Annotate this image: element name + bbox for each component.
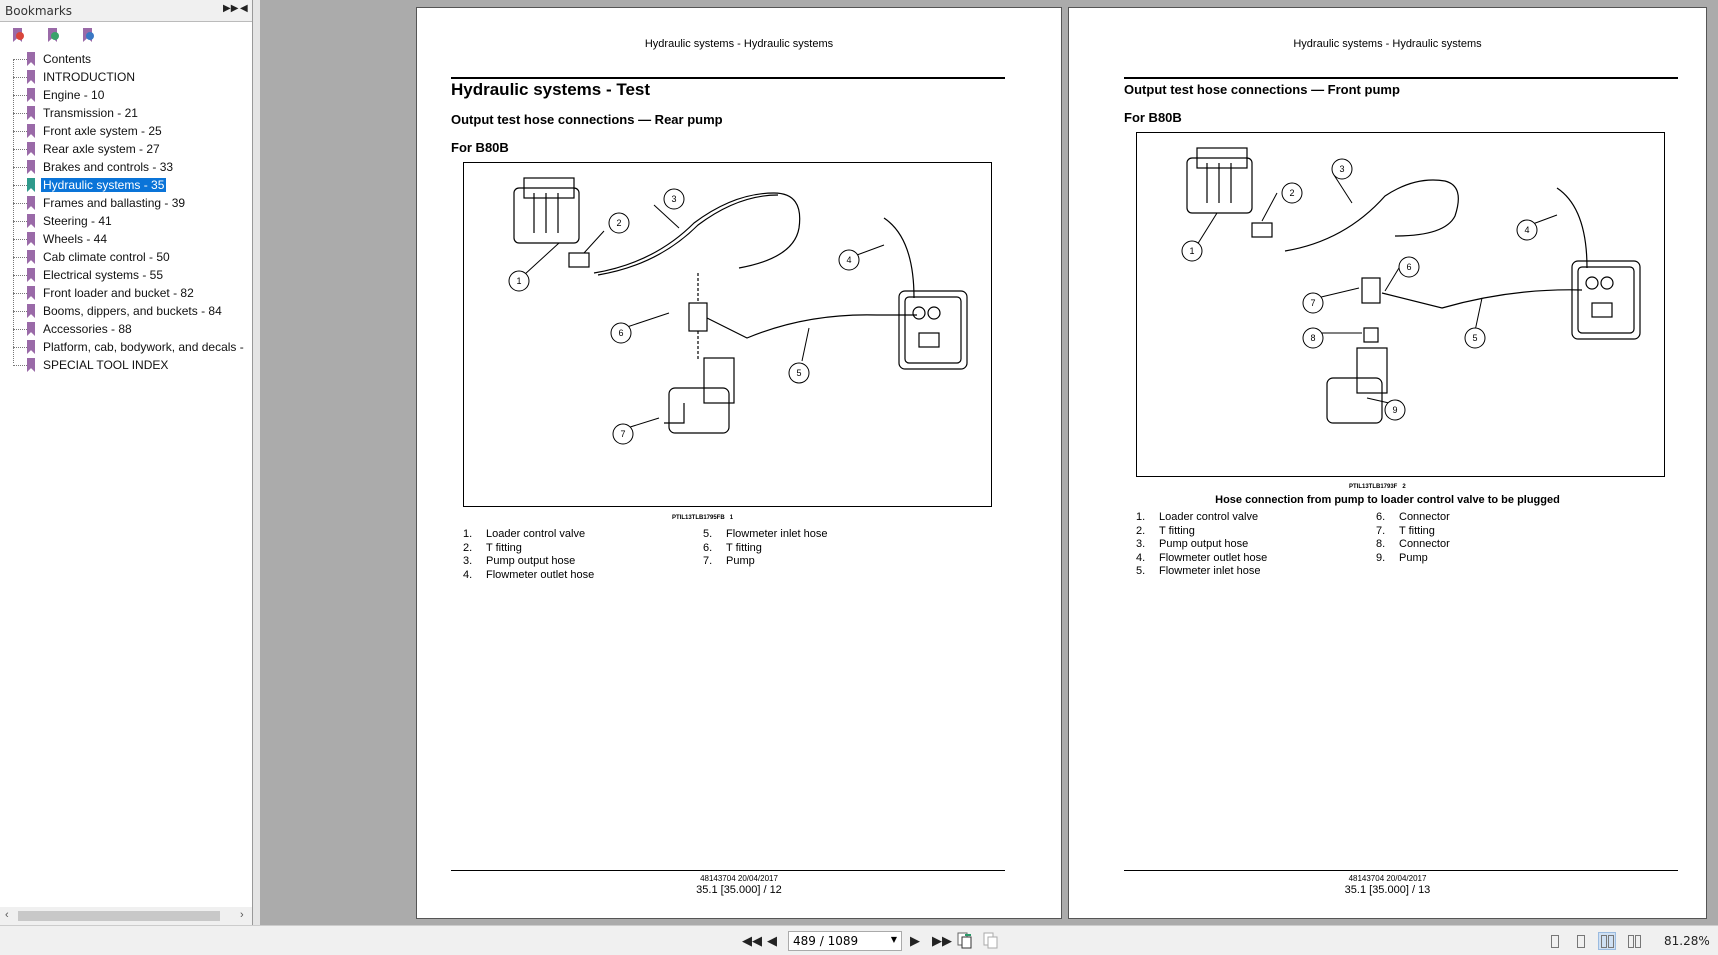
bookmark-icon — [27, 88, 35, 102]
bookmark-item[interactable] — [0, 68, 253, 86]
bookmark-label: Frames and ballasting - 39 — [43, 196, 186, 210]
svg-text:7: 7 — [620, 429, 626, 439]
tree-connector — [13, 167, 27, 168]
svg-text:1: 1 — [1189, 246, 1195, 256]
svg-text:9: 9 — [1392, 405, 1398, 415]
bookmark-item[interactable] — [0, 302, 253, 320]
bookmark-label: Accessories - 88 — [43, 322, 132, 336]
callout-2 — [1282, 183, 1302, 203]
callout-5 — [1465, 328, 1485, 348]
bookmark-item[interactable] — [0, 50, 253, 68]
model-label: For B80B — [1124, 110, 1182, 125]
figure-front-pump — [1136, 132, 1665, 477]
bookmark-label: Hydraulic systems - 35 — [43, 178, 165, 192]
next-view-icon[interactable] — [983, 932, 999, 949]
legend-item: 5. Flowmeter inlet hose — [1136, 565, 1261, 577]
svg-text:3: 3 — [671, 194, 677, 204]
bookmark-label: Wheels - 44 — [43, 232, 108, 246]
svg-text:6: 6 — [1406, 262, 1412, 272]
facing-view-button[interactable] — [1598, 932, 1616, 950]
bookmark-label: SPECIAL TOOL INDEX — [43, 358, 169, 372]
bookmark-label: Steering - 41 — [43, 214, 112, 228]
callout-2 — [609, 213, 629, 233]
legend-item: 2. T fitting — [463, 541, 522, 554]
legend-item: 1. Loader control valve — [1136, 511, 1259, 523]
legend-item: 9. Pump — [1376, 551, 1428, 564]
callout-8 — [1303, 328, 1323, 348]
chevron-down-icon[interactable]: ▼ — [890, 935, 897, 944]
svg-text:1: 1 — [516, 276, 522, 286]
bookmark-tools — [0, 22, 252, 44]
legend-item: 6. Connector — [1376, 511, 1450, 523]
svg-text:4: 4 — [846, 255, 852, 265]
zoom-level[interactable]: 81.28% — [1664, 934, 1710, 948]
page-number-input[interactable] — [788, 931, 902, 951]
delete-bookmark-icon[interactable] — [13, 28, 25, 42]
bookmark-item[interactable] — [0, 158, 253, 176]
bookmarks-panel — [0, 0, 253, 925]
bookmark-item[interactable] — [0, 104, 253, 122]
header-rule — [451, 77, 1005, 79]
figure-id: PTIL13TLB1793F 2 — [1349, 484, 1406, 490]
footer-page-ref: 35.1 [35.000] / 13 — [1344, 884, 1431, 896]
footer-doc-code: 48143704 20/04/2017 — [700, 874, 778, 883]
expand-panel-icon[interactable]: ▶▶ — [223, 3, 239, 14]
legend-item: 8. Connector — [1376, 538, 1450, 550]
bookmark-item[interactable] — [0, 86, 253, 104]
scrollbar-thumb[interactable] — [18, 911, 220, 921]
bookmark-label: Platform, cab, bodywork, and decals - — [43, 340, 244, 354]
callout-7 — [613, 424, 633, 444]
tree-connector — [13, 347, 27, 348]
figure-rear-pump — [463, 162, 992, 507]
bookmarks-header — [0, 0, 252, 22]
collapse-panel-icon[interactable]: ◀ — [240, 3, 248, 14]
callout-5 — [789, 363, 809, 383]
bookmark-label: Front axle system - 25 — [43, 124, 162, 138]
footer-rule — [1124, 870, 1678, 871]
bookmark-label: Contents — [43, 52, 92, 66]
bookmark-item[interactable] — [0, 284, 253, 302]
tree-connector — [13, 257, 27, 258]
last-page-button[interactable]: ▶▶ — [932, 933, 952, 948]
svg-text:8: 8 — [1310, 333, 1316, 343]
bookmark-item[interactable] — [0, 176, 253, 194]
bookmark-item[interactable] — [0, 122, 253, 140]
tree-connector — [13, 239, 27, 240]
continuous-facing-view-button[interactable] — [1625, 932, 1643, 950]
callout-4 — [1517, 220, 1537, 240]
callout-1 — [509, 271, 529, 291]
section-subtitle: Output test hose connections — Rear pump — [451, 112, 723, 127]
legend-item: 7. Pump — [703, 555, 755, 567]
callout-1 — [1182, 241, 1202, 261]
callout-4 — [839, 250, 859, 270]
tree-connector — [13, 149, 27, 150]
bookmark-item[interactable] — [0, 320, 253, 338]
bookmark-icon — [27, 304, 35, 318]
bookmark-label: Brakes and controls - 33 — [43, 160, 174, 174]
callout-7 — [1303, 293, 1323, 313]
bookmark-icon — [27, 250, 35, 264]
tree-connector — [13, 293, 27, 294]
legend-item: 4. Flowmeter outlet hose — [1136, 551, 1268, 564]
legend-item: 7. T fitting — [1376, 524, 1435, 537]
tree-connector — [13, 203, 27, 204]
figure-caption: Hose connection from pump to loader control valve to be plugged — [1215, 494, 1560, 506]
next-page-button[interactable]: ▶ — [910, 933, 920, 948]
bookmark-item[interactable] — [0, 356, 253, 374]
bookmark-icon — [27, 232, 35, 246]
bookmark-icon — [27, 268, 35, 282]
legend-item: 1. Loader control valve — [463, 528, 586, 540]
bookmark-label: Transmission - 21 — [43, 106, 138, 120]
legend-item: 5. Flowmeter inlet hose — [703, 528, 828, 540]
tree-connector — [13, 365, 27, 366]
hydraulic-diagram — [464, 163, 991, 506]
bottom-toolbar — [0, 925, 1718, 955]
bookmark-icon — [27, 196, 35, 210]
add-bookmark-icon[interactable] — [48, 28, 60, 42]
bookmark-tree — [0, 50, 253, 374]
legend-item: 4. Flowmeter outlet hose — [463, 568, 595, 581]
bookmark-icon — [27, 286, 35, 300]
bookmark-icon — [27, 52, 35, 66]
hydraulic-diagram — [1137, 133, 1664, 476]
callout-6 — [1399, 257, 1419, 277]
tree-connector — [13, 113, 27, 114]
bookmark-icon — [27, 160, 35, 174]
model-label: For B80B — [451, 140, 509, 155]
first-page-button[interactable]: ◀◀ — [742, 933, 762, 948]
bookmark-label: Rear axle system - 27 — [43, 142, 160, 156]
svg-text:5: 5 — [796, 368, 802, 378]
scroll-right-icon[interactable]: › — [240, 909, 244, 921]
bookmark-icon — [27, 124, 35, 138]
footer-page-ref: 35.1 [35.000] / 12 — [696, 884, 782, 896]
tree-connector — [13, 77, 27, 78]
bookmark-item[interactable] — [0, 230, 253, 248]
legend-item: 3. Pump output hose — [1136, 538, 1249, 550]
bookmark-item[interactable] — [0, 338, 253, 356]
header-rule — [1124, 77, 1678, 79]
tree-connector — [13, 329, 27, 330]
footer-doc-code: 48143704 20/04/2017 — [1348, 874, 1427, 883]
bookmark-icon — [27, 70, 35, 84]
bookmark-label: Engine - 10 — [43, 88, 105, 102]
previous-page-button[interactable]: ◀ — [767, 933, 777, 948]
figure-id: PTIL13TLB1795FB 1 — [672, 515, 734, 521]
bookmark-icon — [27, 178, 35, 192]
scroll-left-icon[interactable]: ‹ — [5, 909, 9, 921]
svg-text:3: 3 — [1339, 164, 1345, 174]
svg-text:2: 2 — [616, 218, 622, 228]
bookmark-item[interactable] — [0, 194, 253, 212]
bookmark-icon — [27, 358, 35, 372]
svg-text:5: 5 — [1472, 333, 1478, 343]
callout-3 — [1332, 159, 1352, 179]
horizontal-scrollbar[interactable] — [0, 907, 252, 925]
tree-connector — [13, 95, 27, 96]
callout-9 — [1385, 400, 1405, 420]
tree-connector — [13, 185, 27, 186]
bookmark-icon — [27, 214, 35, 228]
bookmark-label: Cab climate control - 50 — [43, 250, 170, 264]
pdf-page-right — [1068, 7, 1707, 919]
tree-connector — [13, 311, 27, 312]
page-title: Hydraulic systems - Test — [451, 80, 651, 99]
bookmarks-title: Bookmarks — [5, 4, 73, 18]
tree-connector — [13, 131, 27, 132]
bookmark-item[interactable] — [0, 140, 253, 158]
svg-text:2: 2 — [1289, 188, 1295, 198]
goto-bookmark-icon[interactable] — [83, 28, 95, 42]
page-header: Hydraulic systems - Hydraulic systems — [644, 38, 834, 50]
tree-connector — [13, 275, 27, 276]
previous-view-icon[interactable] — [957, 932, 973, 949]
bookmark-label: Electrical systems - 55 — [43, 268, 164, 282]
bookmark-item[interactable] — [0, 212, 253, 230]
pdf-page-left — [416, 7, 1062, 919]
callout-6 — [611, 323, 631, 343]
bookmark-icon — [27, 340, 35, 354]
legend-item: 2. T fitting — [1136, 524, 1195, 537]
legend-item: 6. T fitting — [703, 541, 762, 554]
svg-text:6: 6 — [618, 328, 624, 338]
footer-rule — [451, 870, 1005, 871]
section-subtitle: Output test hose connections — Front pump — [1124, 82, 1400, 97]
bookmark-label: INTRODUCTION — [43, 70, 135, 84]
bookmark-label: Booms, dippers, and buckets - 84 — [43, 304, 222, 318]
bookmark-item[interactable] — [0, 266, 253, 284]
svg-text:7: 7 — [1310, 298, 1316, 308]
bookmark-icon — [27, 322, 35, 336]
callout-3 — [664, 189, 684, 209]
page-number-value: 489 / 1089 — [793, 934, 859, 948]
bookmark-item[interactable] — [0, 248, 253, 266]
tree-connector — [13, 59, 27, 60]
tree-connector — [13, 221, 27, 222]
bookmark-icon — [27, 106, 35, 120]
legend-item: 3. Pump output hose — [463, 555, 576, 567]
page-header: Hydraulic systems - Hydraulic systems — [1293, 38, 1482, 50]
single-page-view-button[interactable] — [1545, 932, 1563, 950]
bookmark-label: Front loader and bucket - 82 — [43, 286, 194, 300]
bookmark-icon — [27, 142, 35, 156]
panel-splitter[interactable] — [253, 0, 260, 925]
continuous-view-button[interactable] — [1571, 932, 1589, 950]
svg-text:4: 4 — [1524, 225, 1530, 235]
